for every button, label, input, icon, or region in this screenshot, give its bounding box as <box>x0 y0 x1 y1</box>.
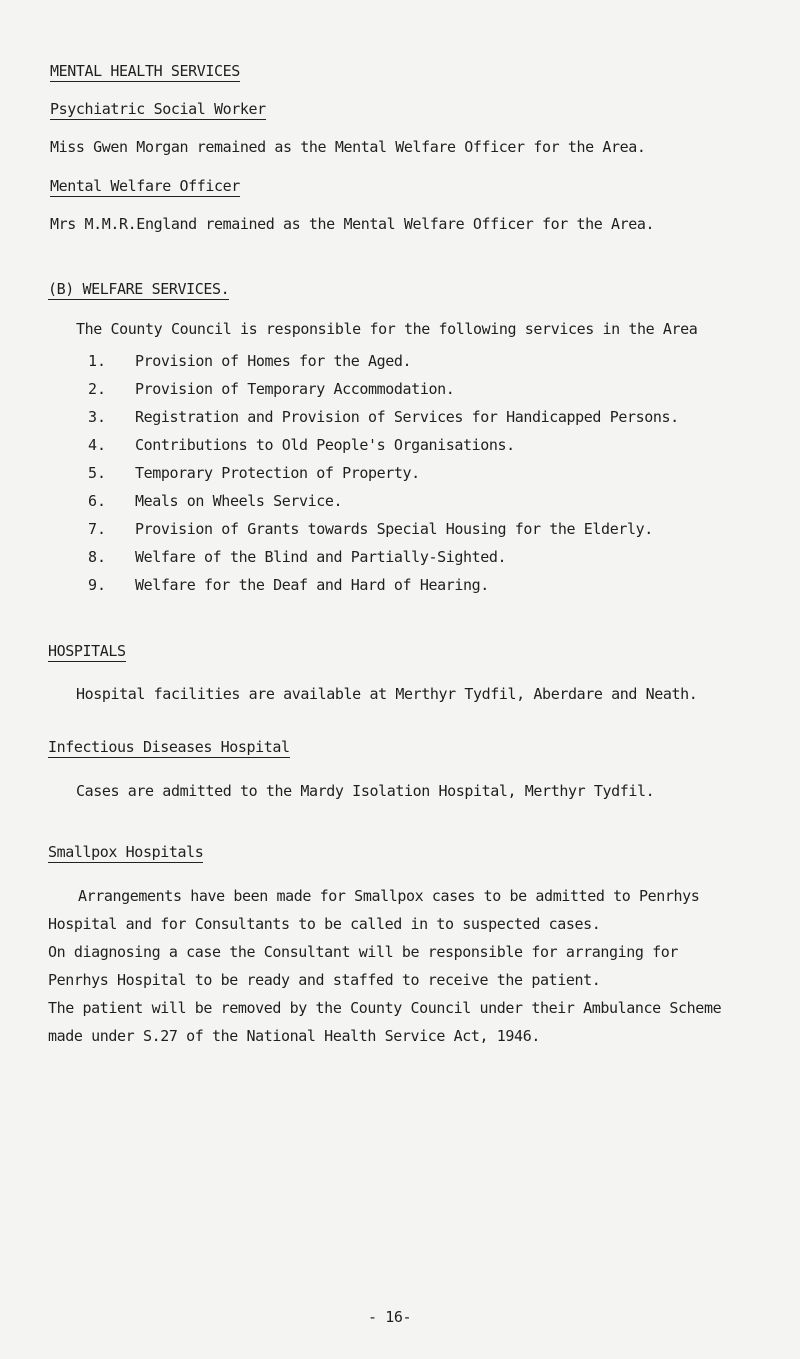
list-item-number: 5. <box>88 464 107 482</box>
paragraph-line: Hospital and for Consultants to be called in to suspected cases. <box>48 915 601 933</box>
section-heading-mental-health: MENTAL HEALTH SERVICES <box>50 62 240 80</box>
list-item-text: Contributions to Old People's Organisations. <box>135 436 515 454</box>
subheading-mental-welfare-officer: Mental Welfare Officer <box>50 177 240 195</box>
section-heading-hospitals: HOSPITALS <box>48 642 126 660</box>
paragraph-welfare-intro: The County Council is responsible for the following services in the Area <box>76 320 698 338</box>
paragraph-line: On diagnosing a case the Consultant will be responsible for arranging for <box>48 943 679 961</box>
list-item-number: 7. <box>88 520 107 538</box>
list-item-text: Provision of Homes for the Aged. <box>135 352 412 370</box>
list-item-text: Provision of Temporary Accommodation. <box>135 380 455 398</box>
subheading-psychiatric-social-worker: Psychiatric Social Worker <box>50 100 266 118</box>
list-item-number: 8. <box>88 548 107 566</box>
section-heading-welfare-services: (B) WELFARE SERVICES. <box>48 280 230 298</box>
paragraph-psychiatric-social-worker: Miss Gwen Morgan remained as the Mental Welfare Officer for the Area. <box>50 138 646 156</box>
list-item-text: Meals on Wheels Service. <box>135 492 343 510</box>
subheading-smallpox-hospitals: Smallpox Hospitals <box>48 843 204 861</box>
list-item-text: Provision of Grants towards Special Housing for the Elderly. <box>135 520 653 538</box>
paragraph-infectious-diseases: Cases are admitted to the Mardy Isolation Hospital, Merthyr Tydfil. <box>76 782 655 800</box>
list-item-text: Welfare of the Blind and Partially-Sighted. <box>135 548 507 566</box>
page-number: - 16- <box>368 1308 412 1326</box>
list-item-text: Welfare for the Deaf and Hard of Hearing. <box>135 576 489 594</box>
list-item-number: 3. <box>88 408 107 426</box>
paragraph-line: The patient will be removed by the County Council under their Ambulance Scheme <box>48 999 722 1017</box>
list-item-text: Temporary Protection of Property. <box>135 464 420 482</box>
paragraph-line: Penrhys Hospital to be ready and staffed to receive the patient. <box>48 971 601 989</box>
subheading-infectious-diseases-hospital: Infectious Diseases Hospital <box>48 738 290 756</box>
list-item-number: 9. <box>88 576 107 594</box>
list-item-number: 6. <box>88 492 107 510</box>
paragraph-mental-welfare-officer: Mrs M.M.R.England remained as the Mental Welfare Officer for the Area. <box>50 215 655 233</box>
list-item-number: 1. <box>88 352 107 370</box>
paragraph-line: Arrangements have been made for Smallpox cases to be admitted to Penrhys <box>78 887 700 905</box>
paragraph-line: made under S.27 of the National Health Service Act, 1946. <box>48 1027 540 1045</box>
list-item-number: 4. <box>88 436 107 454</box>
list-item-text: Registration and Provision of Services for Handicapped Persons. <box>135 408 679 426</box>
list-item-number: 2. <box>88 380 107 398</box>
paragraph-hospitals: Hospital facilities are available at Merthyr Tydfil, Aberdare and Neath. <box>76 685 698 703</box>
